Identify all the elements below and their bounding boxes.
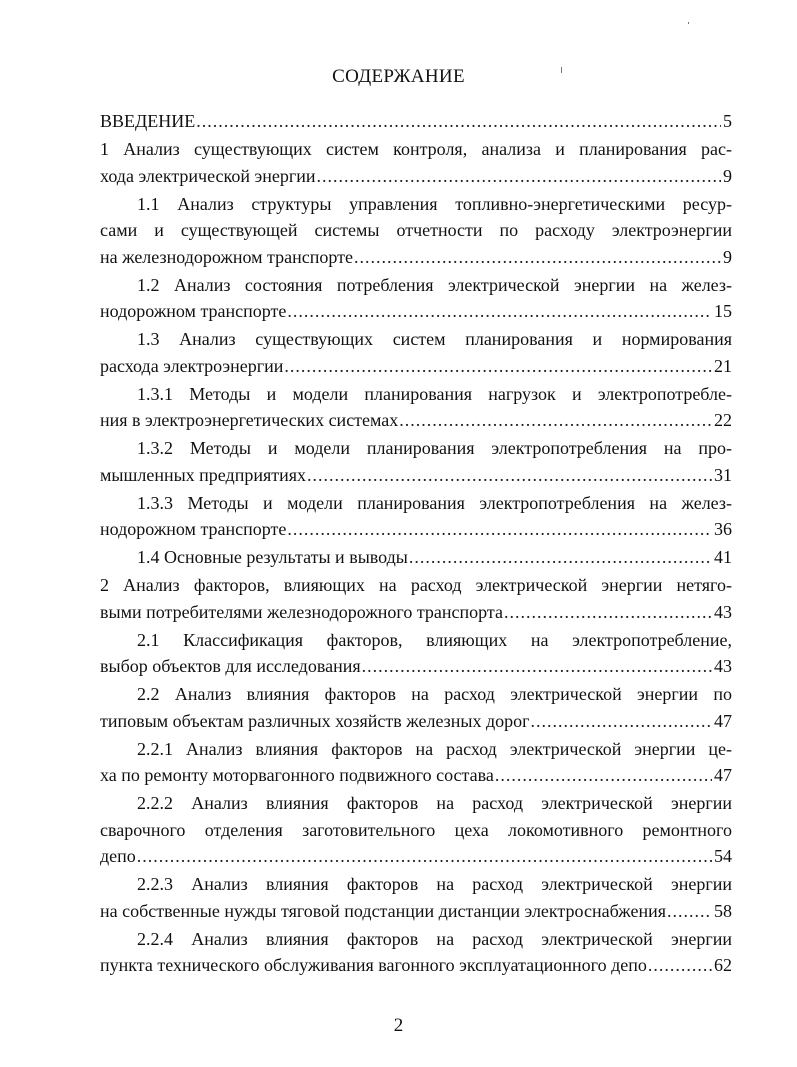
toc-entry[interactable] <box>100 435 732 488</box>
toc-entry-line: сварочного отделения заготовительного цеха локомотивного ремонтного <box>100 819 732 840</box>
toc-entry-final-line <box>100 843 732 870</box>
toc-entry-line: сами и существующей системы отчетности по расходу электроэнергии <box>100 220 732 240</box>
toc-entry-final-line <box>100 762 732 789</box>
dot-leader <box>137 843 712 870</box>
toc-entry[interactable] <box>100 871 732 924</box>
toc-page-number: 58 <box>714 900 732 921</box>
toc-page-number: 41 <box>714 547 732 567</box>
dot-leader <box>495 762 712 789</box>
toc-page-number: 9 <box>723 165 732 186</box>
toc-entry-text: ха по ремонту моторвагонного подвижного состава <box>100 765 494 785</box>
toc-entry[interactable] <box>100 272 732 325</box>
dot-leader <box>399 407 712 434</box>
toc-page-number: 36 <box>714 519 732 539</box>
toc-entry-final-line <box>100 544 732 571</box>
toc-page-number: 47 <box>714 710 732 731</box>
toc-entry[interactable] <box>100 544 732 571</box>
toc-entry[interactable] <box>100 326 732 379</box>
toc-entry[interactable] <box>100 490 732 543</box>
toc-page-number: 5 <box>723 111 732 131</box>
toc-entry-text: пункта технического обслуживания вагонного эксплуатационного депо <box>100 955 647 975</box>
toc-entry-final-line <box>100 653 732 680</box>
toc-page-number: 62 <box>714 955 732 975</box>
toc-entry-final-line <box>100 952 732 979</box>
toc-entry[interactable] <box>100 381 732 434</box>
page-title: СОДЕРЖАНИЕ <box>332 66 465 87</box>
toc-page-number: 31 <box>714 464 732 485</box>
toc-entry-final-line <box>100 898 732 925</box>
toc-entry-final-line <box>100 108 732 135</box>
toc-entry-text: нодорожном транспорте <box>100 519 287 539</box>
dot-leader <box>307 462 712 489</box>
page-number: 2 <box>393 1015 404 1036</box>
toc-entry-line: 1.3.3 Методы и модели планирования электропотребления на желез- <box>137 492 732 513</box>
dot-leader <box>287 298 712 325</box>
dot-leader <box>409 544 712 571</box>
toc-entry[interactable] <box>100 926 732 979</box>
toc-page-number: 22 <box>714 410 732 430</box>
toc-entry[interactable] <box>100 191 732 271</box>
toc-entry-line: 2 Анализ факторов, влияющих на расход электрической энергии нетяго- <box>100 575 732 595</box>
toc-entry-text: типовым объектам различных хозяйств железных дорог <box>100 710 530 731</box>
toc-entry-line: 2.2 Анализ влияния факторов на расход электрической энергии по <box>137 684 732 704</box>
dot-leader <box>196 108 721 135</box>
toc-entry-line: 1.3 Анализ существующих систем планирования и нормирования <box>137 329 732 349</box>
dot-leader <box>354 244 721 271</box>
dot-leader <box>667 898 712 925</box>
toc-entry-final-line <box>100 163 732 190</box>
toc-entry-text: выбор объектов для исследования <box>100 656 361 676</box>
toc-page-number: 43 <box>714 601 732 622</box>
toc-entry[interactable] <box>100 681 732 734</box>
dot-leader <box>531 708 712 735</box>
toc-entry-final-line <box>100 708 732 735</box>
toc-entry-text: ВВЕДЕНИЕ <box>100 111 196 131</box>
toc-entry-text: на собственные нужды тяговой подстанции дистанции электроснабжения <box>100 900 667 921</box>
toc-entry-final-line <box>100 244 732 271</box>
toc-entry-text: выми потребителями железнодорожного транспорта <box>100 601 504 622</box>
toc-entry-final-line <box>100 298 732 325</box>
toc-entry[interactable] <box>100 790 732 870</box>
dot-leader <box>284 353 712 380</box>
toc-entry-line: 1 Анализ существующих систем контроля, анализа и планирования рас- <box>100 139 732 159</box>
toc-entry-line: 1.3.1 Методы и модели планирования нагрузок и электропотребле- <box>137 383 732 404</box>
toc-entry-text: на железнодорожном транспорте <box>100 246 354 267</box>
toc-page-number: 9 <box>723 246 732 267</box>
toc-entry[interactable] <box>100 572 732 625</box>
toc-entry-line: 1.1 Анализ структуры управления топливно-энергетическими ресур- <box>137 193 732 214</box>
toc-page-number: 15 <box>714 301 732 321</box>
toc-entry[interactable] <box>100 627 732 680</box>
toc-entry-final-line <box>100 353 732 380</box>
toc-entry-text: расхода электроэнергии <box>100 355 284 376</box>
toc-entry-line: 1.3.2 Методы и модели планирования электропотребления на про- <box>137 438 732 458</box>
toc-entry-text: хода электрической энергии <box>100 165 316 186</box>
table-of-contents <box>100 108 732 979</box>
toc-entry-line: 1.2 Анализ состояния потребления электрической энергии на желез- <box>137 274 732 295</box>
toc-entry-final-line <box>100 462 732 489</box>
toc-entry[interactable] <box>100 108 732 135</box>
toc-entry-text: 1.4 Основные результаты и выводы <box>137 547 408 567</box>
toc-entry-line: 2.2.2 Анализ влияния факторов на расход электрической энергии <box>137 793 732 813</box>
toc-page-number: 54 <box>714 846 732 866</box>
toc-page-number: 21 <box>714 355 732 376</box>
toc-page-number: 43 <box>714 656 732 676</box>
dot-leader <box>362 653 712 680</box>
toc-entry-line: 2.1 Классификация факторов, влияющих на электропотребление, <box>137 629 732 650</box>
toc-entry-text: депо <box>100 846 136 866</box>
toc-entry-line: 2.2.3 Анализ влияния факторов на расход электрической энергии <box>137 874 732 894</box>
scan-speck <box>688 22 689 24</box>
toc-entry-final-line <box>100 407 732 434</box>
dot-leader <box>504 599 712 626</box>
dot-leader <box>316 163 721 190</box>
toc-entry[interactable] <box>100 736 732 789</box>
toc-page-number: 47 <box>714 765 732 785</box>
toc-entry-line: 2.2.1 Анализ влияния факторов на расход электрической энергии це- <box>137 738 732 759</box>
dot-leader <box>648 952 712 979</box>
dot-leader <box>287 516 712 543</box>
toc-entry-line: 2.2.4 Анализ влияния факторов на расход электрической энергии <box>137 928 732 949</box>
toc-entry[interactable] <box>100 136 732 189</box>
toc-entry-text: ния в электроэнергетических системах <box>100 410 399 430</box>
toc-entry-final-line <box>100 599 732 626</box>
toc-entry-final-line <box>100 516 732 543</box>
toc-entry-text: мышленных предприятиях <box>100 464 307 485</box>
toc-entry-text: нодорожном транспорте <box>100 301 287 321</box>
